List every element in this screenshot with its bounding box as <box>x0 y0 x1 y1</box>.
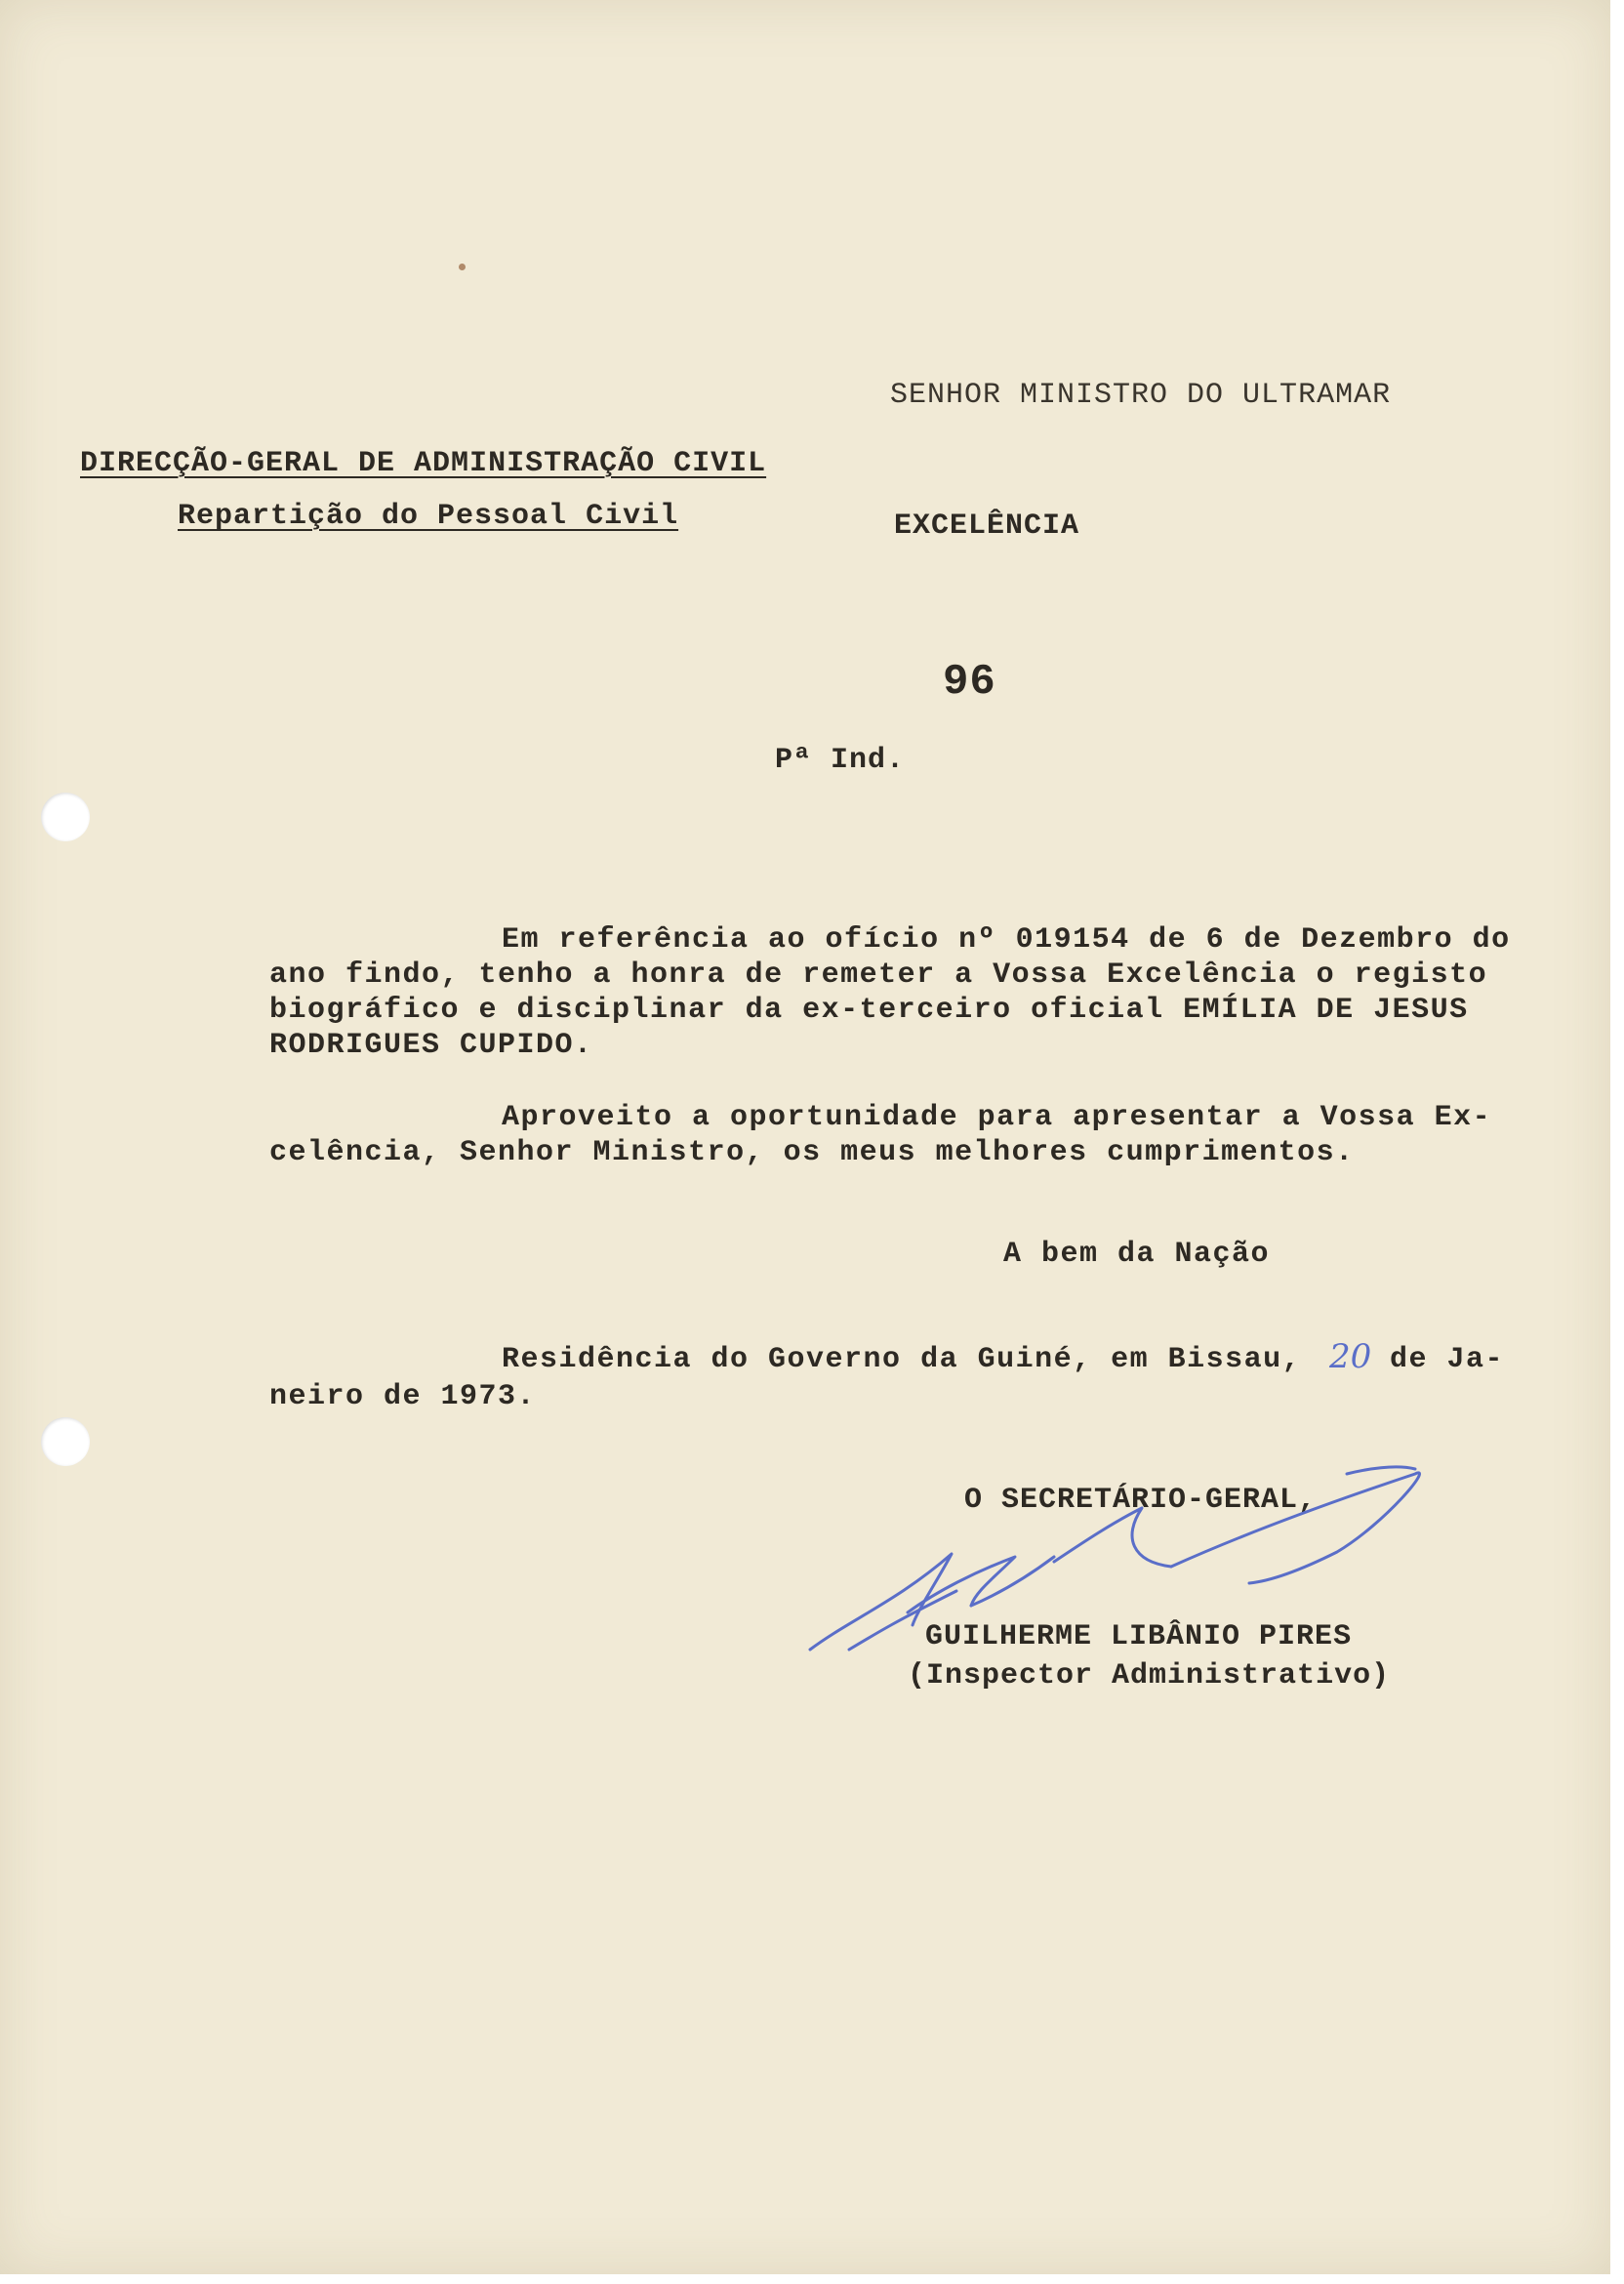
para1-line-1: Em referência ao ofício nº 019154 de 6 de Dezembro do <box>502 923 1511 957</box>
reference-code: Pª Ind. <box>775 744 906 777</box>
para2-line-2: celência, Senhor Ministro, os meus melhores cumprimentos. <box>269 1136 1355 1169</box>
closing-formula: A bem da Nação <box>1003 1238 1271 1271</box>
para1-line-2: ano findo, tenho a honra de remeter a Vossa Excelência o registo <box>269 958 1488 992</box>
para2-line-1: Aproveito a oportunidade para apresentar a Vossa Ex- <box>502 1101 1492 1134</box>
punch-hole-upper <box>41 793 90 841</box>
page-edge-right <box>1610 0 1624 2284</box>
paper-speck <box>459 264 466 270</box>
reference-number: 96 <box>943 658 996 707</box>
para1-line-3: biográfico e disciplinar da ex-terceiro oficial EMÍLIA DE JESUS <box>269 994 1469 1027</box>
directorate-heading: DIRECÇÃO-GERAL DE ADMINISTRAÇÃO CIVIL <box>80 447 767 480</box>
addressee-line: SENHOR MINISTRO DO ULTRAMAR <box>890 379 1392 412</box>
signatory-role: (Inspector Administrativo) <box>908 1659 1391 1693</box>
section-heading: Repartição do Pessoal Civil <box>178 500 679 533</box>
place-date-line-1: Residência do Governo da Guiné, em Bissau, <box>502 1343 1302 1376</box>
signatory-name: GUILHERME LIBÂNIO PIRES <box>925 1620 1353 1653</box>
place-date-line-2: neiro de 1973. <box>269 1380 537 1413</box>
page-edge-bottom <box>0 2274 1624 2284</box>
signatory-title: O SECRETÁRIO-GERAL, <box>964 1484 1318 1517</box>
place-date-line-1b: de Ja- <box>1390 1343 1505 1376</box>
para1-line-4: RODRIGUES CUPIDO. <box>269 1029 593 1062</box>
punch-hole-lower <box>41 1417 90 1466</box>
salutation: EXCELÊNCIA <box>894 510 1080 543</box>
handwritten-day: 20 <box>1329 1337 1372 1376</box>
